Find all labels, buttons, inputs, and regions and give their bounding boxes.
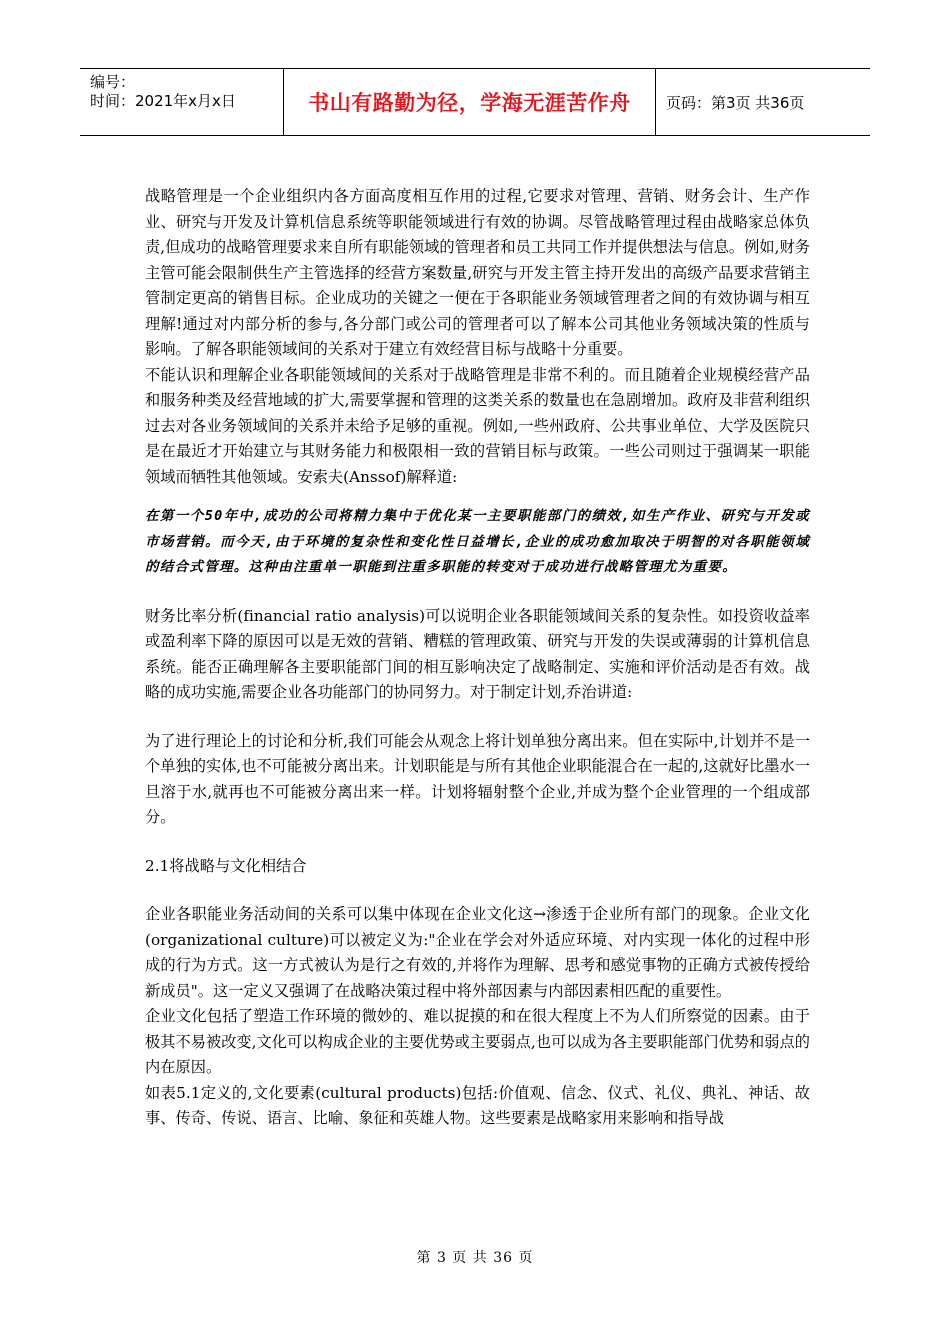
paragraph: 战略管理是一个企业组织内各方面高度相互作用的过程,它要求对管理、营销、财务会计、生产作业、研究与开发及计算机信息系统等职能领域进行有效的协调。尽管战略管理过程由战略家总体负责,但成功的战略管理要求来自所有职能领域的管理者和员工共同工作并提供想法与信息。例如,财务主管可能会限制供生产主管选择的经营方案数量,研究与开发主管主持开发出的高级产品要求营销主管制定更高的销售目标。企业成功的关键之一便在于各职能业务领域管理者之间的有效协调与相互理解!通过对内部分析的参与,各分部门或公司的管理者可以了解本公司其他业务领域决策的性质与影响。了解各职能领域间的关系对于建立有效经营目标与战略十分重要。	[145, 187, 810, 358]
paragraph: 如表5.1定义的,文化要素(cultural products)包括:价值观、信念、仪式、礼仪、典礼、神话、故事、传奇、传说、语言、比喻、象征和英雄人物。这些要素是战略家用来影响和指导战	[145, 1083, 810, 1127]
paragraph: 不能认识和理解企业各职能领域间的关系对于战略管理是非常不利的。而且随着企业规模经营产品和服务种类及经营地域的扩大,需要掌握和管理的这类关系的数量也在急剧增加。政府及非营利组织过去对各业务领域间的关系并未给予足够的重视。例如,一些州政府、公共事业单位、大学及医院只是在最近才开始建立与其财务能力和极限相一致的营销目标与政策。一些公司则过于强调某一职能领域而牺牲其他领域。安索夫(Anssof)解释道:	[145, 365, 810, 486]
section-heading: 2.1将战略与文化相结合	[145, 856, 307, 875]
paragraph: 企业各职能业务活动间的关系可以集中体现在企业文化这→渗透于企业所有部门的现象。企业文化(organizational culture)可以被定义为:"企业在学会对外适应环境、对内实现一体化的过程中形成的行为方式。这一方式被认为是行之有效的,并将作为理解、思考和感觉事物的正确方式被传授给新成员"。这一定义又强调了在战略决策过程中将外部因素与内部因素相匹配的重要性。	[145, 905, 810, 1000]
header-page-number: 页码：第3页 共36页	[666, 93, 805, 112]
page-footer: 第 3 页 共 36 页	[416, 1250, 534, 1266]
paragraph: 为了进行理论上的讨论和分析,我们可能会从观念上将计划单独分离出来。但在实际中,计划并不是一个单独的实体,也不可能被分离出来。计划职能是与所有其他企业职能混合在一起的,这就好比墨水一旦溶于水,就再也不可能被分离出来一样。计划将辐射整个企业,并成为整个企业管理的一个组成部分。	[145, 731, 810, 826]
header-meta	[80, 69, 284, 135]
block-quote: 在第一个50年中,成功的公司将精力集中于优化某一主要职能部门的绩效,如生产作业、研究与开发或市场营销。而今天,由于环境的复杂性和变化性日益增长,企业的成功愈加取决于明智的对各职能领域的结合式管理。这种由注重单一职能到注重多职能的转变对于成功进行战略管理尤为重要。	[145, 508, 810, 575]
paragraph: 财务比率分析(financial ratio analysis)可以说明企业各职能领域间关系的复杂性。如投资收益率或盈利率下降的原因可以是无效的营销、糟糕的管理政策、研究与开发的失误或薄弱的计算机信息系统。能否正确理解各主要职能部门间的相互影响决定了战略制定、实施和评价活动是否有效。战略的成功实施,需要企业各功能部门的协同努力。对于制定计划,乔治讲道:	[145, 606, 810, 701]
header-number: 编号：	[90, 73, 136, 91]
paragraph: 企业文化包括了塑造工作环境的微妙的、难以捉摸的和在很大程度上不为人们所察觉的因素。由于极其不易被改变,文化可以构成企业的主要优势或主要弱点,也可以成为各主要职能部门优势和弱点的内在原因。	[145, 1007, 810, 1076]
header-time: 时间：2021年x月x日	[90, 92, 236, 110]
header-motto: 书山有路勤为径，学海无涯苦作舟	[284, 69, 656, 135]
page-header	[80, 68, 870, 136]
document-body	[145, 184, 810, 1132]
